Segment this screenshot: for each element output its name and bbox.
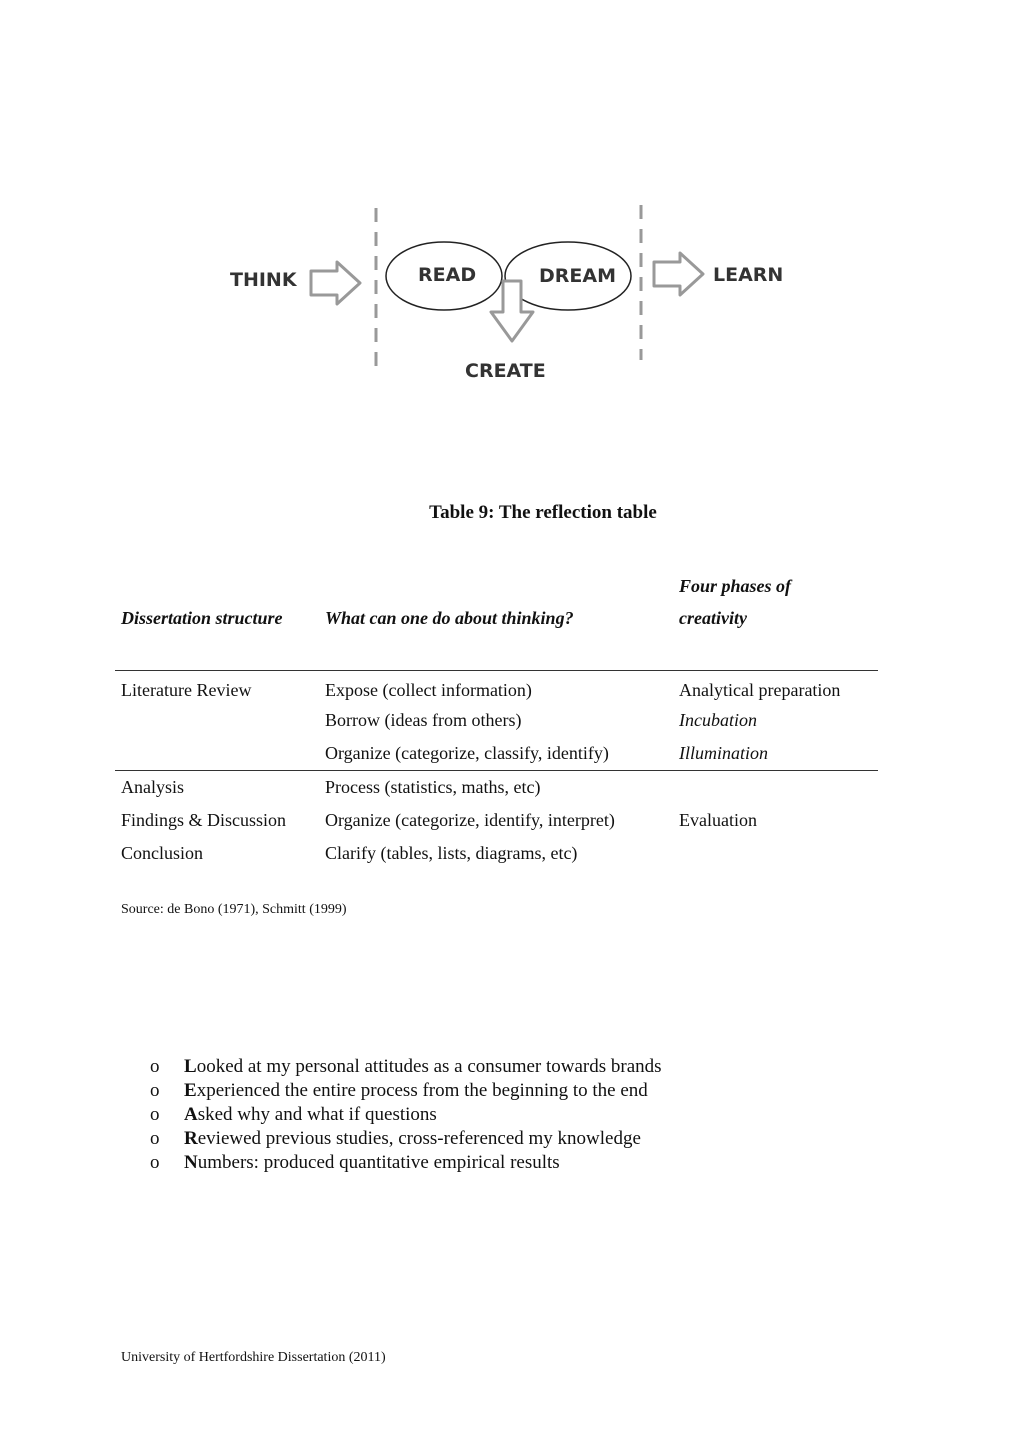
page-footer: University of Hertfordshire Dissertation (2011) — [121, 1350, 386, 1365]
header-phases: Four phases of creativity — [679, 576, 792, 628]
learn-acronym-list — [150, 1055, 662, 1175]
list-item: o Numbers: produced quantitative empirical results — [150, 1152, 560, 1173]
think-read-dream-learn-create-diagram — [0, 190, 1024, 400]
table-row: Analysis Process (statistics, maths, etc) — [115, 771, 878, 805]
table-caption: Table 9: The reflection table — [429, 502, 657, 523]
table-row: Findings & Discussion Organize (categorize, identify, interpret) Evaluation — [121, 810, 757, 830]
list-item: o Experienced the entire process from the beginning to the end — [150, 1080, 648, 1101]
list-item: o Asked why and what if questions — [150, 1104, 437, 1125]
table-row: Borrow (ideas from others) Incubation — [325, 710, 757, 730]
reflection-table — [115, 570, 878, 870]
create-label: CREATE — [465, 360, 546, 382]
bullet-marker: o — [150, 1128, 160, 1149]
list-item: o Looked at my personal attitudes as a consumer towards brands — [150, 1056, 662, 1077]
think-arrow-icon — [311, 262, 360, 304]
bullet-marker: o — [150, 1056, 160, 1077]
think-label: THINK — [230, 269, 297, 291]
bullet-marker: o — [150, 1080, 160, 1101]
learn-arrow-icon — [654, 253, 703, 295]
header-thinking: What can one do about thinking? — [325, 608, 574, 628]
read-label: READ — [418, 264, 477, 286]
table-row: Literature Review Expose (collect information) Analytical preparation — [115, 671, 878, 705]
table-header-row — [115, 570, 878, 671]
table-row: Organize (categorize, classify, identify) Illumination — [325, 743, 768, 763]
learn-label: LEARN — [713, 264, 784, 286]
bullet-marker: o — [150, 1104, 160, 1125]
dream-label: DREAM — [539, 265, 616, 287]
table-source: Source: de Bono (1971), Schmitt (1999) — [121, 902, 347, 917]
bullet-marker: o — [150, 1152, 160, 1173]
list-item: o Reviewed previous studies, cross-referenced my knowledge — [150, 1128, 641, 1149]
table-row: Conclusion Clarify (tables, lists, diagrams, etc) — [121, 843, 578, 863]
header-dissertation-structure: Dissertation structure — [121, 608, 283, 628]
